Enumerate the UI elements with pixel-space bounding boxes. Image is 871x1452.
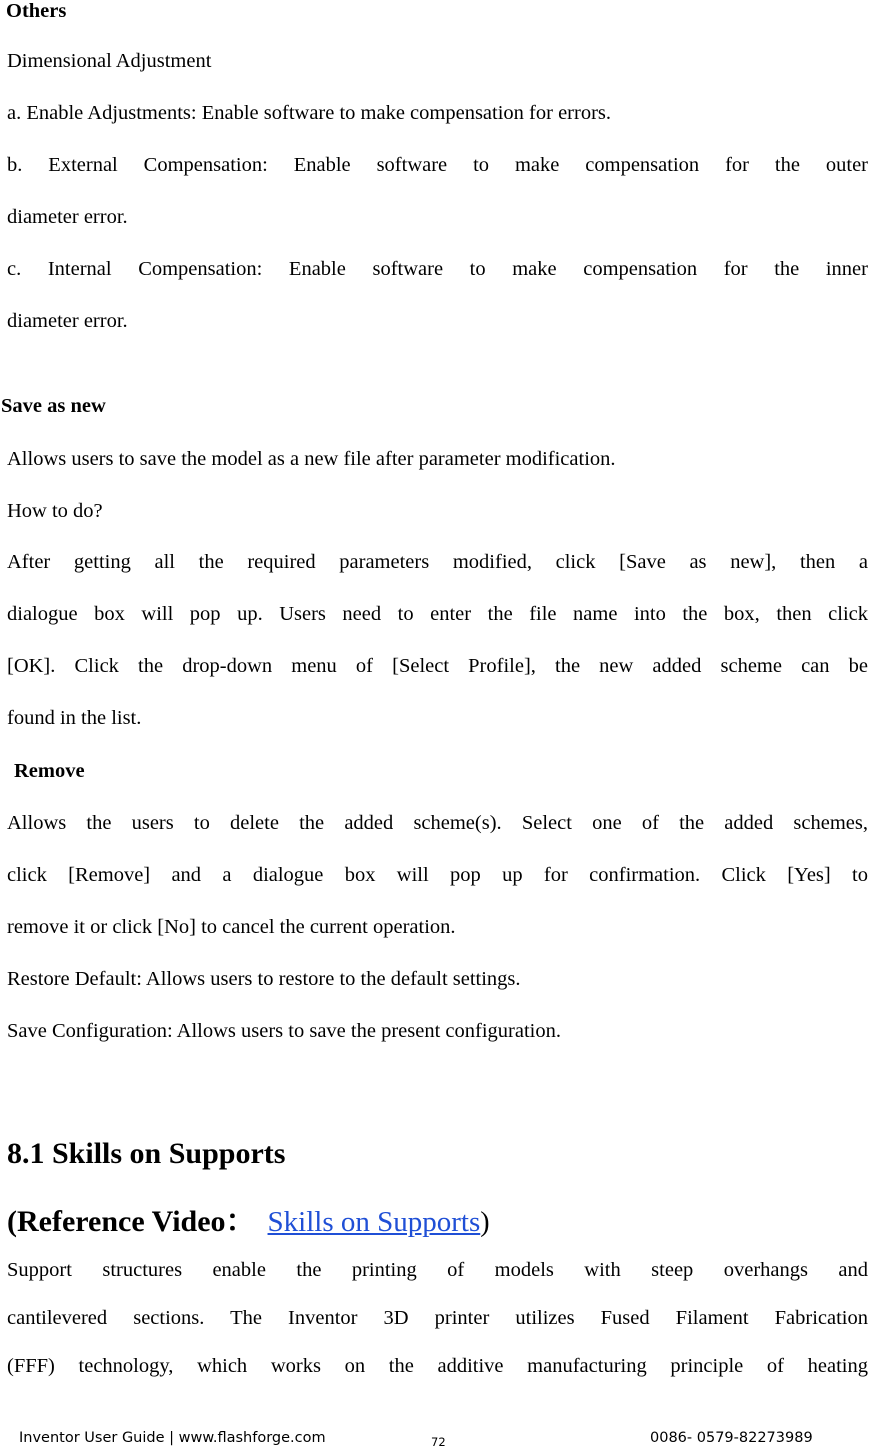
save-configuration-text: Save Configuration: Allows users to save the present configuration. bbox=[7, 1020, 561, 1042]
support-line-3: (FFF) technology, which works on the additive manufacturing principle of heating bbox=[7, 1355, 868, 1377]
reference-suffix: ) bbox=[480, 1207, 490, 1238]
skills-on-supports-link[interactable]: Skills on Supports bbox=[267, 1206, 481, 1238]
how-to-do-text: How to do? bbox=[7, 500, 103, 522]
remove-line-3: remove it or click [No] to cancel the current operation. bbox=[7, 916, 456, 938]
support-line-1: Support structures enable the printing of models with steep overhangs and bbox=[7, 1259, 868, 1281]
reference-video-line bbox=[7, 1204, 868, 1241]
after-line-2: dialogue box will pop up. Users need to enter the file name into the box, then click bbox=[7, 603, 868, 625]
restore-default-text: Restore Default: Allows users to restore to the default settings. bbox=[7, 968, 521, 990]
footer-phone-number: 0086- 0579-82273989 bbox=[650, 1430, 813, 1446]
item-b-line-1: b. External Compensation: Enable software to make compensation for the outer bbox=[7, 154, 868, 176]
dimensional-adjustment-text: Dimensional Adjustment bbox=[7, 50, 212, 72]
reference-prefix: (Reference Video： bbox=[7, 1205, 256, 1238]
remove-line-2: click [Remove] and a dialogue box will pop up for confirmation. Click [Yes] to bbox=[7, 864, 868, 886]
item-c-line-2: diameter error. bbox=[7, 310, 128, 332]
chapter-heading: 8.1 Skills on Supports bbox=[7, 1137, 286, 1170]
save-as-new-description: Allows users to save the model as a new file after parameter modification. bbox=[7, 448, 616, 470]
others-heading: Others bbox=[6, 0, 67, 22]
item-c-line-1: c. Internal Compensation: Enable software to make compensation for the inner bbox=[7, 258, 868, 280]
item-b-line-2: diameter error. bbox=[7, 206, 128, 228]
after-line-3: [OK]. Click the drop-down menu of [Select Profile], the new added scheme can be bbox=[7, 655, 868, 677]
item-a-text: a. Enable Adjustments: Enable software to make compensation for errors. bbox=[7, 102, 611, 124]
after-line-4: found in the list. bbox=[7, 707, 142, 729]
save-as-new-heading: Save as new bbox=[1, 395, 106, 417]
after-line-1: After getting all the required parameters modified, click [Save as new], then a bbox=[7, 551, 868, 573]
support-line-2: cantilevered sections. The Inventor 3D printer utilizes Fused Filament Fabrication bbox=[7, 1307, 868, 1329]
remove-heading: Remove bbox=[14, 760, 85, 782]
remove-line-1: Allows the users to delete the added scheme(s). Select one of the added schemes, bbox=[7, 812, 868, 834]
footer-guide-website: Inventor User Guide | www.flashforge.com bbox=[19, 1430, 326, 1446]
page-number: 72 bbox=[431, 1435, 446, 1449]
